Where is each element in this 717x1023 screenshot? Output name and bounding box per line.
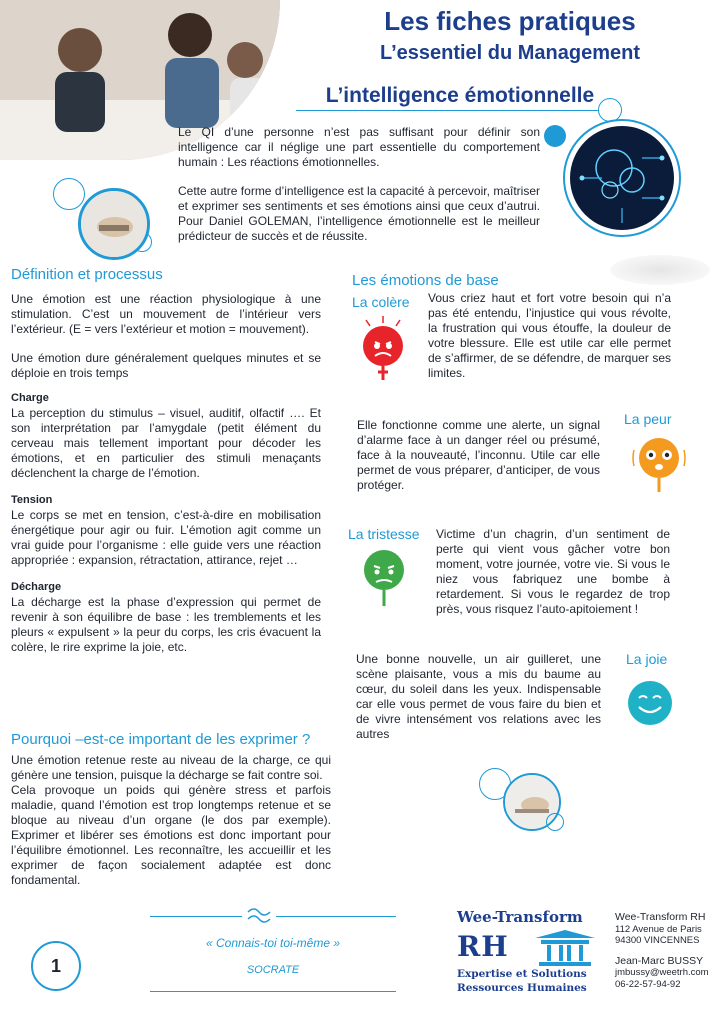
joy-face-icon [624, 677, 676, 729]
quote-text: « Connais-toi toi-même » [205, 936, 341, 950]
decor-circle-outline-4 [546, 813, 564, 831]
emotion-label-tristesse: La tristesse [348, 526, 420, 542]
quote-line-bottom [150, 991, 396, 992]
page-number: 1 [50, 955, 61, 976]
emotion-text-colere: Vous criez haut et fort votre besoin qui n’a pas été entendu, l’injustice qui vous révolte, la frustration qui vous étouffe, la douleur de votre blessure. Elle est utile car elle permet de s’affirmer, de se défendre, de marquer ses limites. [428, 291, 671, 380]
section-emotions-title: Les émotions de base [352, 272, 499, 289]
section-definition-title: Définition et processus [11, 266, 163, 283]
brand-tagline-2: Ressources Humaines [457, 982, 587, 994]
intro [178, 125, 540, 244]
brand-name: Wee-Transform [457, 908, 583, 926]
emotion-label-peur: La peur [624, 411, 672, 427]
emotion-label-colere: La colère [352, 294, 410, 310]
sadness-face-icon [360, 548, 408, 614]
contact-block [615, 912, 715, 990]
emotion-label-joie: La joie [626, 651, 668, 667]
anger-face-icon [358, 316, 408, 386]
temple-logo-icon [533, 928, 597, 973]
contact-company: Wee-Transform RH [615, 911, 706, 923]
definition-paragraph-2: Une émotion dure généralement quelques minutes et se déploie en trois temps [11, 351, 321, 380]
why-paragraph-1: Une émotion retenue reste au niveau de la charge, ce qui génère une tension, puisque la décharge se fait contre soi. [11, 753, 331, 782]
brand-tagline-1: Expertise et Solutions [457, 968, 587, 980]
intro-paragraph-1: Le QI d’une personne n’est pas suffisant pour définir son intelligence car il néglige une part essentielle du comportement humain : Les réactions émotionnelles. [178, 125, 540, 169]
title-underline [296, 110, 614, 111]
fear-face-icon [632, 432, 686, 498]
doc-subtitle: L’essentiel du Management [379, 42, 641, 64]
quote-line-right [276, 916, 396, 917]
intro-paragraph-2: Cette autre forme d’intelligence est la capacité à percevoir, maîtriser et exprimer ses sentiments et ses émotions ainsi que ceux d’autrui. Pour Daniel GOLEMAN, l’intelligence émotionnelle est le meilleur prédicteur de succès et de réussite. [178, 184, 540, 243]
why-paragraph-2: Cela provoque un poids qui génère stress et parfois maladie, quand l’émotion est trop longtemps retenue et se bloque au niveau d’un organe (le dos par exemple). Exprimer et libérer ses émotions est donc important pour l’équilibre émotionnel. Les reconnaître, les accueillir et les exprimer de façon socialement adaptée est donc fondamental. [11, 783, 331, 887]
tension-text: Le corps se met en tension, c’est-à-dire en mobilisation énergétique pour agir ou fuir. L’émotion agit comme un vrai guide pour l’organisme : elle guide vers une réaction appropriée : expansion, rétractation, attirance, rejet … [11, 508, 321, 567]
emotion-text-tristesse: Victime d’un chagrin, d’un sentiment de perte qui vient vous gâcher votre bon moment, votre journée, votre vie. Si vous le niez vous fabriquez une bombe à retardement. Si vous le regardez de trop près, vous risquez l’auto-apitoiement ! [436, 527, 670, 616]
section-why-title: Pourquoi –est-ce important de les exprimer ? [11, 731, 311, 748]
hand-photo [78, 188, 150, 260]
emotion-text-joie: Une bonne nouvelle, un air guilleret, une scène plaisante, vous a mis du baume au cœur, du soleil dans les yeux. Indispensable car elle vous permet de vous faire du bien et de vivre intensément vos relations avec les autres [356, 652, 601, 741]
contact-phone: 06-22-57-94-92 [615, 978, 681, 990]
quote-ornament-icon [246, 904, 272, 931]
tension-title: Tension [11, 494, 53, 506]
page-number-badge [31, 941, 81, 991]
decor-circle-outline [53, 178, 85, 210]
brand-rh: RH [457, 930, 509, 963]
charge-text: La perception du stimulus – visuel, auditif, olfactif …. Et son interprétation par l’amygdale (petit élément du cerveau mais tellement important pour décoder les émotions, et en particulier des stimuli menaçants déclenchent la charge de l’émotion. [11, 406, 321, 480]
why-body [11, 753, 331, 888]
brain-shadow [610, 255, 710, 285]
emotion-text-peur: Elle fonctionne comme une alerte, un signal d’alarme face à un danger réel ou présumé, face à la nouveauté, l’inconnu. Utile car elle permet de vous préparer, d’anticiper, de vous protéger. [357, 418, 600, 492]
definition-paragraph-1: Une émotion est une réaction physiologique à une stimulation. C’est un mouvement de l’intérieur vers l’extérieur. (E = vers l’extérieur et motion = mouvement). [11, 292, 321, 336]
quote-line-left [150, 916, 242, 917]
quote-author: SOCRATE [246, 964, 300, 976]
doc-title: Les fiches pratiques [384, 6, 636, 36]
charge-title: Charge [11, 392, 49, 404]
contact-address-2: 94300 VINCENNES [615, 935, 700, 946]
decharge-title: Décharge [11, 581, 62, 593]
definition-body [11, 292, 321, 655]
contact-address-1: 112 Avenue de Paris [615, 923, 702, 935]
contact-person: Jean-Marc BUSSY [615, 954, 704, 967]
decharge-text: La décharge est la phase d’expression qui permet de revenir à son équilibre de base : les tremblements et les pleurs « expulsent » la peur du corps, les cris évacuent la colère, le rire exprime la joie, etc. [11, 595, 321, 654]
brain-illustration [562, 118, 682, 238]
contact-email[interactable]: jmbussy@weetrh.com [615, 967, 709, 978]
topic-title: L’intelligence émotionnelle [325, 84, 595, 107]
